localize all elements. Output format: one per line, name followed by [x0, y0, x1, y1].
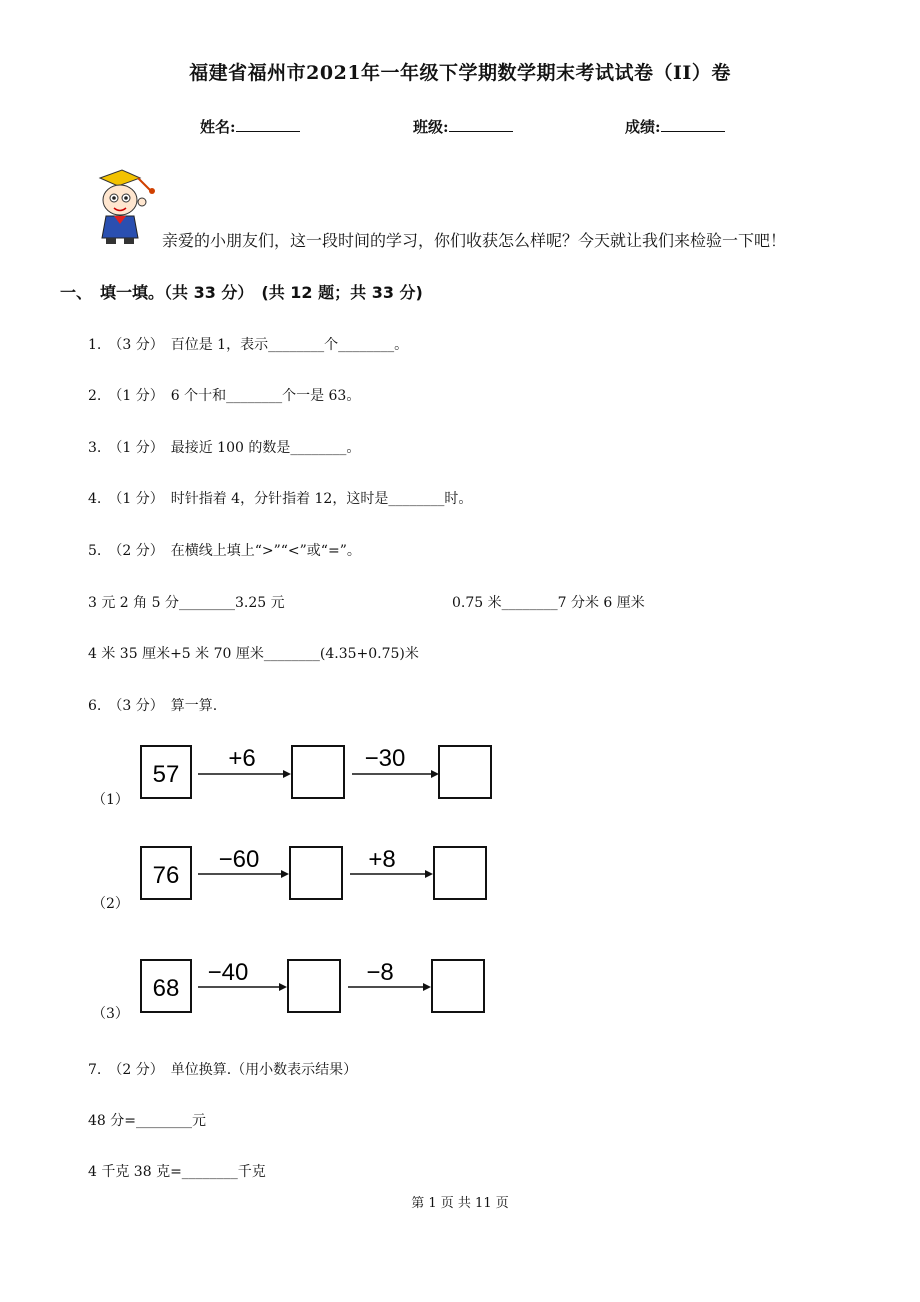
- answer-box-1[interactable]: [290, 847, 342, 899]
- question-5: 5. （2 分） 在横线上填上“>”“<”或“=”。: [88, 543, 361, 559]
- greeting-text: 亲爱的小朋友们，这一段时间的学习，你们收获怎么样呢？今天就让我们来检验一下吧！: [162, 231, 787, 250]
- name-label: 姓名:: [200, 118, 236, 136]
- page-title: 福建省福州市2021年一年级下学期数学期末考试试卷（II）卷: [189, 62, 731, 84]
- question-6: 6. （3 分） 算一算.: [88, 698, 218, 714]
- mascot-icon: [92, 168, 168, 248]
- calc-row-label: （1）: [92, 792, 129, 808]
- question-7: 7. （2 分） 单位换算.（用小数表示结果）: [88, 1062, 358, 1078]
- score-field: [625, 116, 725, 137]
- question-2: 2. （1 分） 6 个十和________个一是 63。: [88, 388, 361, 404]
- name-field: [200, 116, 300, 137]
- calc-chain-3: [140, 956, 500, 1018]
- start-number: 68: [152, 975, 180, 1002]
- score-blank[interactable]: [661, 117, 725, 132]
- class-field: [413, 116, 513, 137]
- answer-box-1[interactable]: [292, 746, 344, 798]
- name-blank[interactable]: [236, 117, 300, 132]
- answer-box-2[interactable]: [432, 960, 484, 1012]
- q7-line2: 4 千克 38 克=________千克: [88, 1164, 266, 1180]
- start-number: 57: [152, 761, 180, 788]
- calc-row-label: （2）: [92, 896, 129, 912]
- class-label: 班级:: [413, 118, 449, 136]
- class-blank[interactable]: [449, 117, 513, 132]
- q5-line1-left: 3 元 2 角 5 分________3.25 元: [88, 595, 285, 611]
- operation-2: −8: [366, 959, 394, 986]
- section-heading: 一、 填一填。（共 33 分） (共 12 题；共 33 分): [60, 283, 423, 302]
- answer-box-2[interactable]: [439, 746, 491, 798]
- calc-row-label: （3）: [92, 1006, 129, 1022]
- operation-2: +8: [368, 846, 396, 873]
- calc-chain-1: [140, 742, 500, 804]
- q5-line2: 4 米 35 厘米+5 米 70 厘米________(4.35+0.75)米: [88, 646, 419, 662]
- operation-1: −40: [207, 959, 249, 986]
- operation-1: +6: [228, 745, 256, 772]
- page-footer: 第 1 页 共 11 页: [411, 1196, 509, 1211]
- calc-chain-2: [140, 843, 500, 905]
- question-1: 1. （3 分） 百位是 1，表示________个________。: [88, 337, 409, 353]
- q7-line1: 48 分=________元: [88, 1113, 206, 1129]
- question-4: 4. （1 分） 时针指着 4，分针指着 12，这时是________时。: [88, 491, 473, 507]
- question-3: 3. （1 分） 最接近 100 的数是________。: [88, 440, 361, 456]
- answer-box-1[interactable]: [288, 960, 340, 1012]
- answer-box-2[interactable]: [434, 847, 486, 899]
- operation-2: −30: [364, 745, 406, 772]
- q5-line1-right: 0.75 米________7 分米 6 厘米: [452, 595, 645, 611]
- operation-1: −60: [218, 846, 260, 873]
- start-number: 76: [152, 862, 180, 889]
- score-label: 成绩:: [625, 118, 661, 136]
